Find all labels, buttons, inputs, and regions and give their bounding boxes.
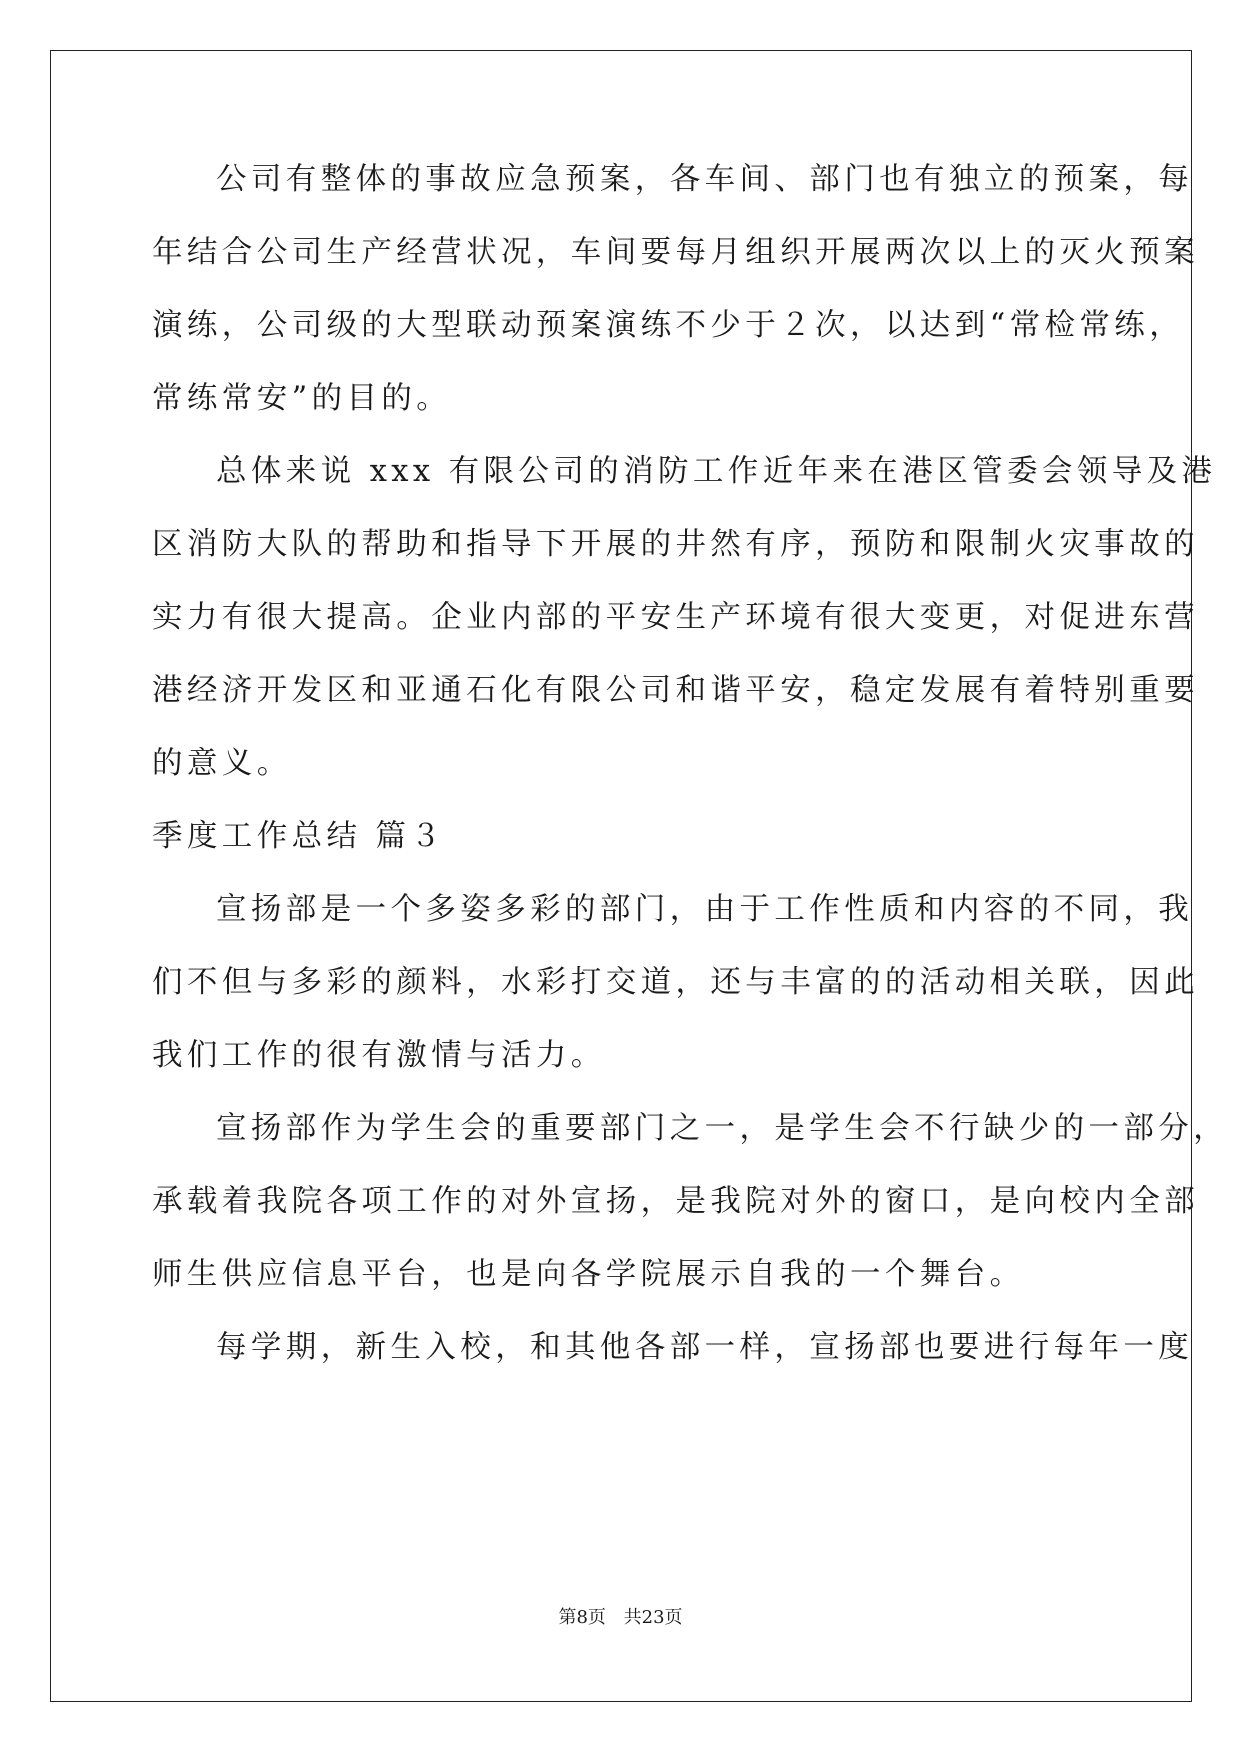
paragraph-line: 常练常安”的目的。: [152, 381, 452, 416]
paragraph-line: 实力有很大提高。企业内部的平安生产环境有很大变更，对促进东营: [152, 600, 1199, 635]
paragraph-line: 年结合公司生产经营状况，车间要每月组织开展两次以上的灭火预案: [152, 235, 1199, 270]
page-number: 第8页: [558, 1607, 606, 1628]
section-heading: 季度工作总结 篇３: [152, 819, 446, 854]
paragraph-line: 港经济开发区和亚通石化有限公司和谐平安，稳定发展有着特别重要: [152, 673, 1199, 708]
paragraph-line: 的意义。: [152, 746, 292, 781]
paragraph-line: 每学期，新生入校，和其他各部一样，宣扬部也要进行每年一度: [216, 1330, 1194, 1365]
paragraph-line: 区消防大队的帮助和指导下开展的井然有序，预防和限制火灾事故的: [152, 527, 1199, 562]
paragraph-line: 公司有整体的事故应急预案，各车间、部门也有独立的预案，每: [216, 162, 1194, 197]
page-border: [50, 50, 1192, 1702]
paragraph-line: 师生供应信息平台，也是向各学院展示自我的一个舞台。: [152, 1257, 1025, 1292]
page-footer: [0, 1603, 1241, 1629]
paragraph-line: 宣扬部作为学生会的重要部门之一，是学生会不行缺少的一部分，: [216, 1111, 1229, 1146]
page-total: 共23页: [623, 1607, 683, 1628]
paragraph-line: 总体来说 xxx 有限公司的消防工作近年来在港区管委会领导及港: [216, 454, 1217, 489]
paragraph-line: 演练，公司级的大型联动预案演练不少于２次，以达到“常检常练，: [152, 308, 1185, 343]
paragraph-line: 我们工作的很有激情与活力。: [152, 1038, 606, 1073]
paragraph-line: 们不但与多彩的颜料，水彩打交道，还与丰富的的活动相关联，因此: [152, 965, 1199, 1000]
paragraph-line: 承载着我院各项工作的对外宣扬，是我院对外的窗口，是向校内全部: [152, 1184, 1199, 1219]
paragraph-line: 宣扬部是一个多姿多彩的部门，由于工作性质和内容的不同，我: [216, 892, 1194, 927]
